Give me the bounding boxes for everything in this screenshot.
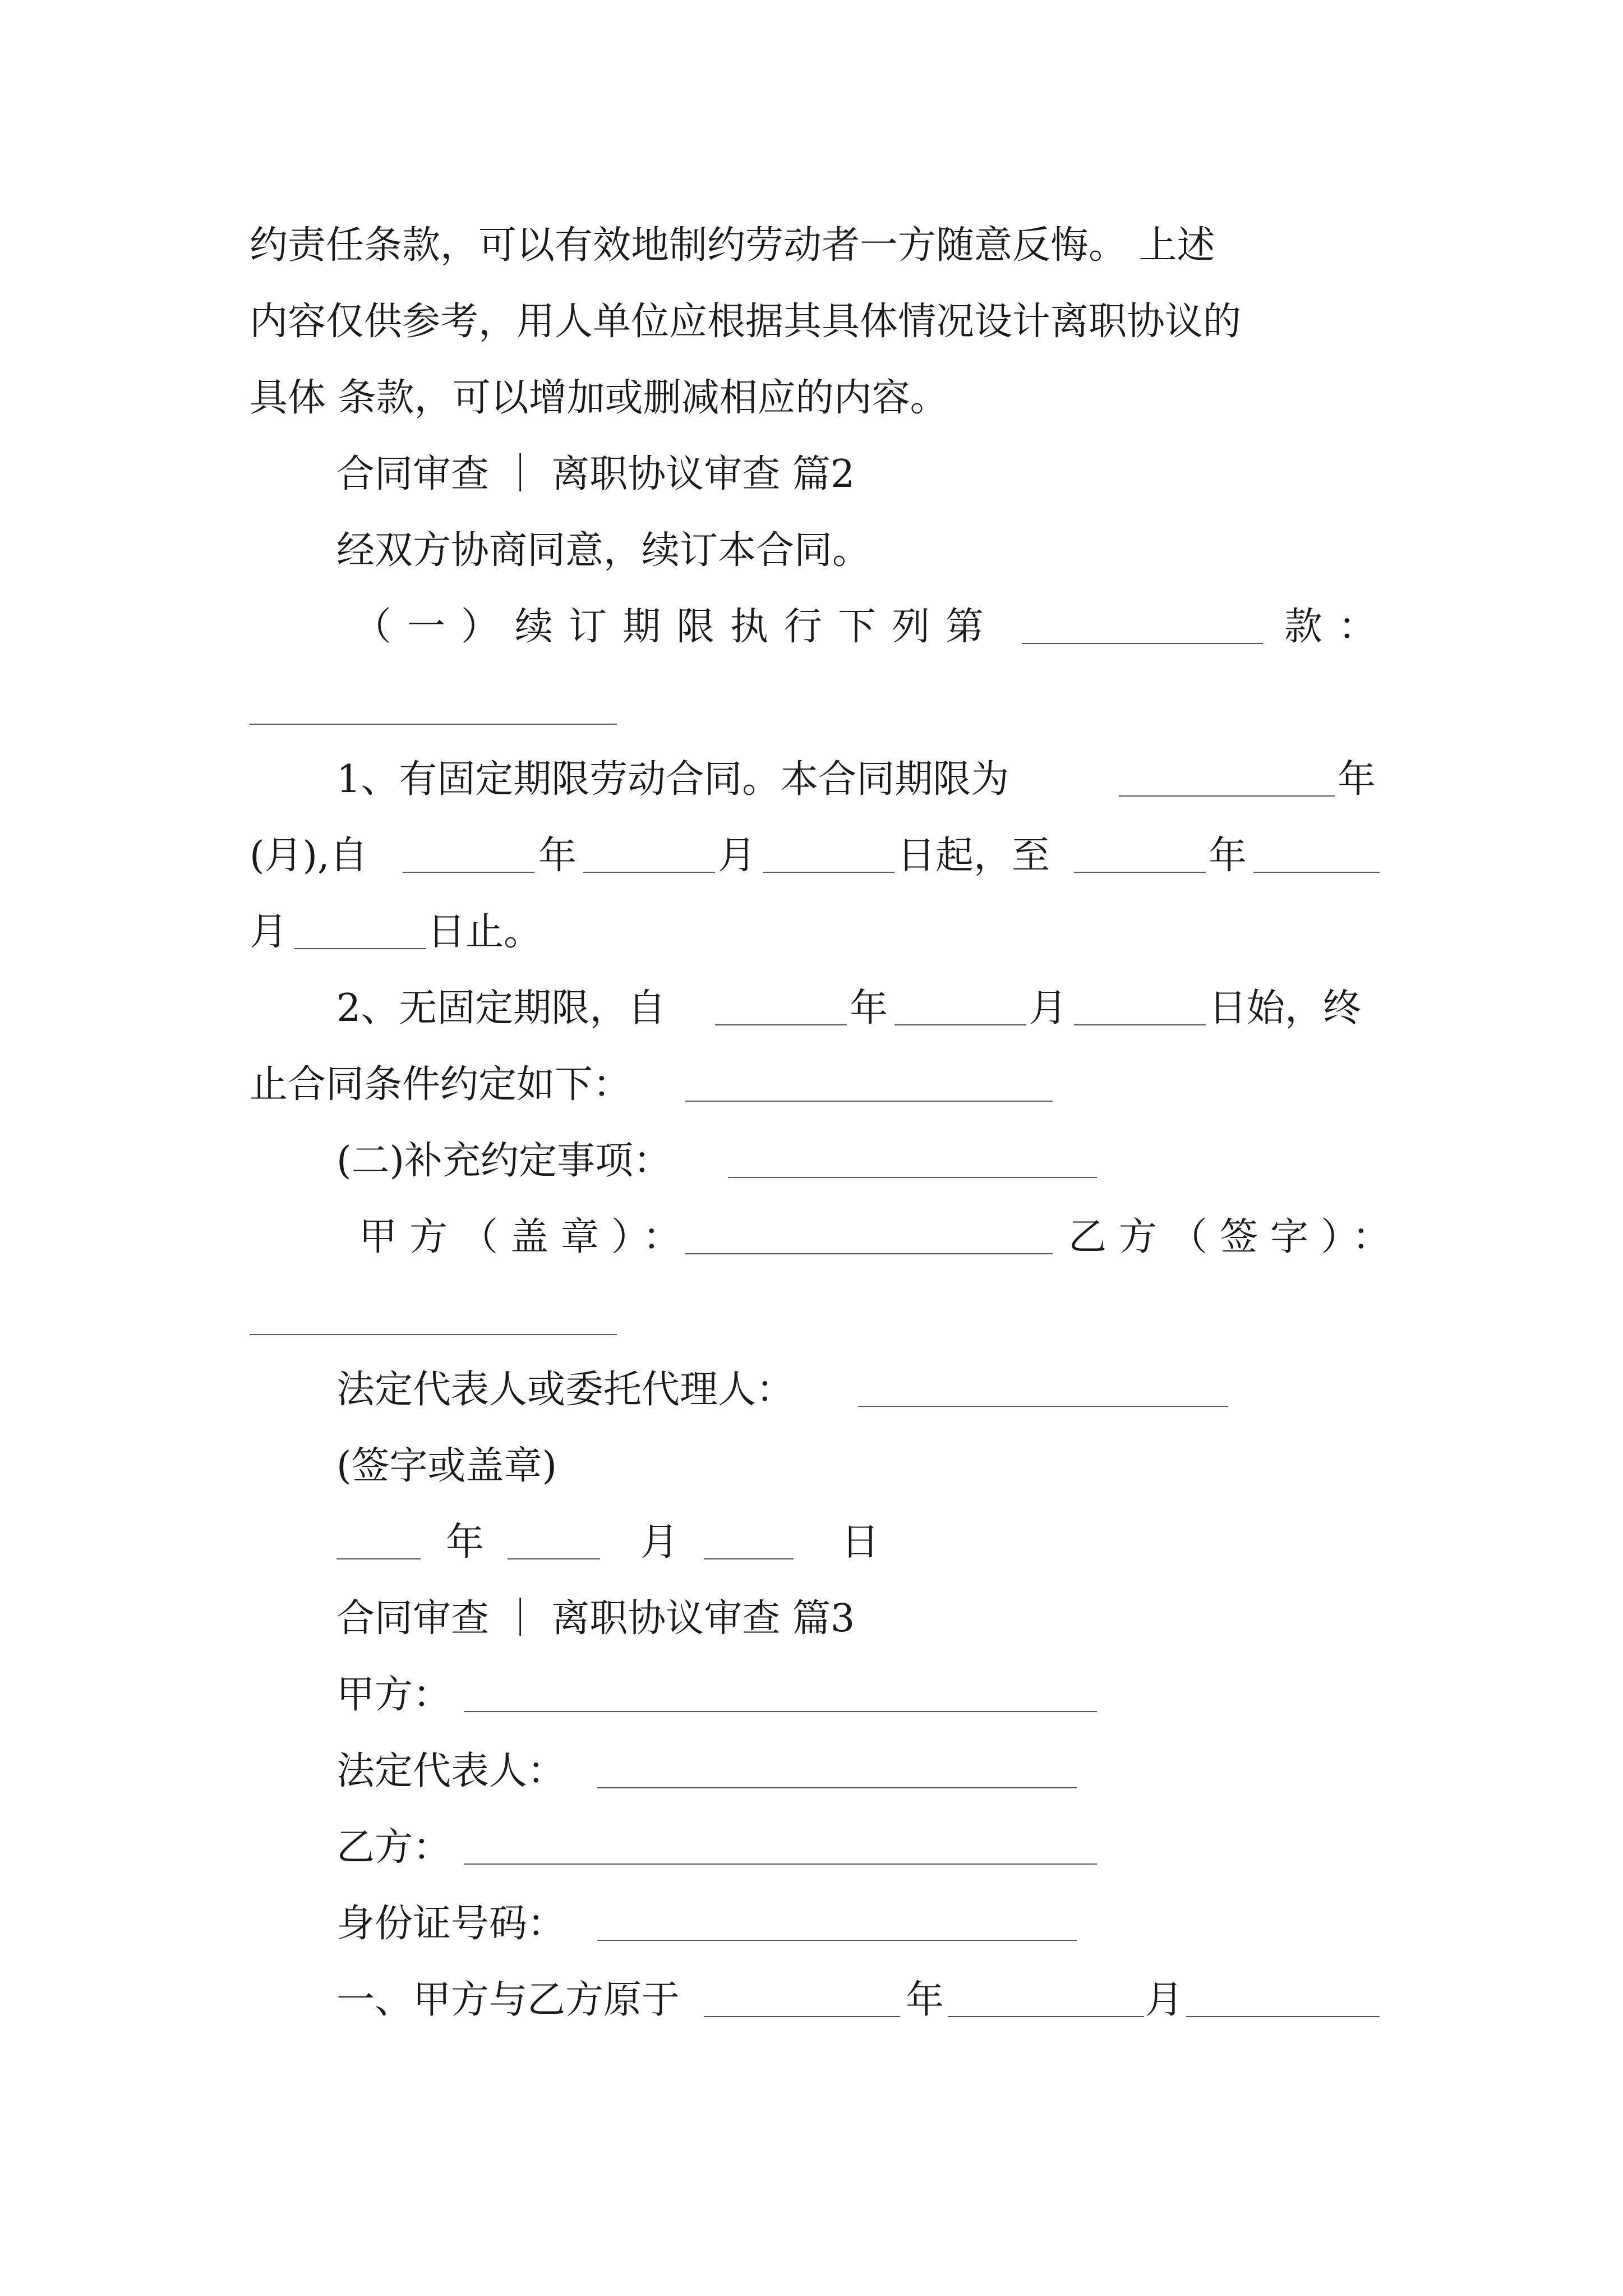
term-blank[interactable]	[1022, 643, 1263, 644]
orig-month-blank[interactable]	[948, 2016, 1144, 2017]
orig-day-blank[interactable]	[1186, 2016, 1380, 2017]
term-blank-continued[interactable]	[250, 724, 617, 725]
orig-year-blank[interactable]	[704, 2016, 900, 2017]
party-b-sign-blank[interactable]	[250, 1334, 617, 1335]
start-month-blank[interactable]	[583, 872, 715, 873]
contract-term-blank[interactable]	[1119, 795, 1335, 797]
start-year-blank[interactable]	[403, 872, 534, 873]
document-page: 约责任条款，可以有效地制约劳动者一方随意反悔。 上述 内容仅供参考，用人单位应根据其具体情况设计离职协议的 具体 条款，可以增加或删减相应的内容。 合同审查 ｜ 离职协议审查 篇2 经双方协商同意，续订本合同。 （一）续订期限执行下列第 款： 1、有固定期限劳动合同。本合同期限为 年 (月),自 年 月 日起，至 年 月 日止。 2、无固定期限，自 年 月 日始，终 止合同条件约定如下： (二)补充约定事项： 甲方（盖章）： 乙方（签字）： 法定代表人或委托代理人： (签字或盖章) 年 月 日 合同审查 ｜ 离职协议审查 篇3 甲方： 法定代表人： 乙方： 身份证号码： 一、甲方与乙方原于 年 月	[250, 223, 1403, 2022]
end-year-blank[interactable]	[1074, 872, 1206, 873]
open-start-year-blank[interactable]	[715, 1024, 847, 1025]
id-number-blank[interactable]	[597, 1940, 1077, 1941]
legal-rep-blank[interactable]	[858, 1406, 1228, 1407]
open-start-month-blank[interactable]	[895, 1024, 1026, 1025]
legal-rep-3-blank[interactable]	[597, 1787, 1077, 1788]
end-month-blank[interactable]	[1253, 872, 1380, 873]
date-month-blank[interactable]	[508, 1558, 600, 1559]
party-a-seal-blank[interactable]	[685, 1253, 1053, 1254]
end-day-blank[interactable]	[294, 948, 426, 949]
date-year-blank[interactable]	[336, 1558, 421, 1559]
supplement-blank[interactable]	[728, 1177, 1097, 1178]
open-start-day-blank[interactable]	[1074, 1024, 1206, 1025]
termination-condition-blank[interactable]	[685, 1101, 1053, 1102]
date-day-blank[interactable]	[704, 1558, 794, 1559]
start-day-blank[interactable]	[763, 872, 895, 873]
party-b-blank[interactable]	[464, 1864, 1097, 1865]
party-a-blank[interactable]	[464, 1711, 1097, 1712]
